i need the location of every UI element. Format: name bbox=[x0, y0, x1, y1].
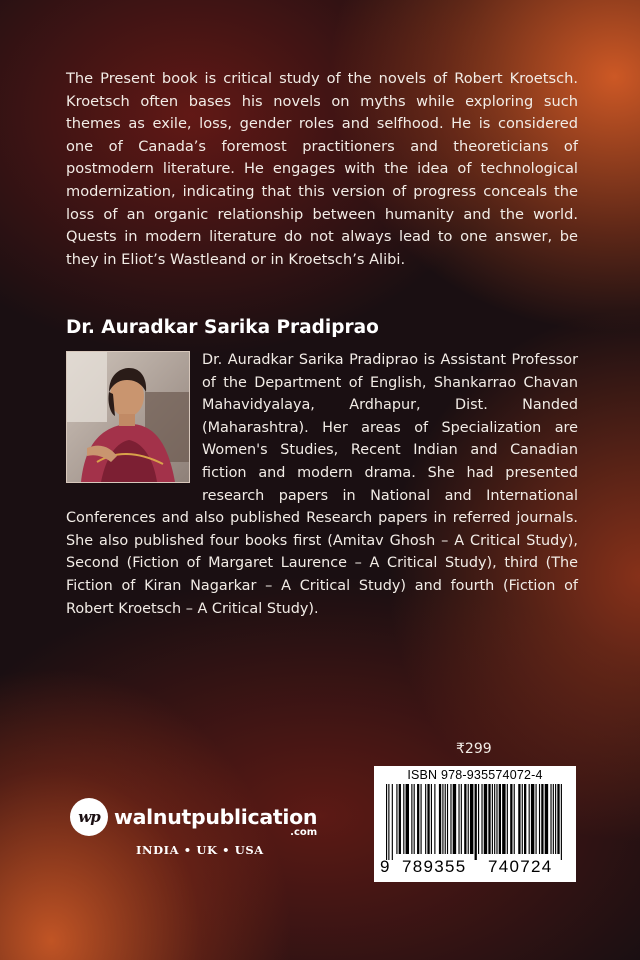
barcode-bar bbox=[464, 784, 466, 854]
barcode-bar bbox=[492, 784, 493, 854]
barcode-bar bbox=[557, 784, 559, 854]
barcode-bar bbox=[468, 784, 469, 854]
barcode-digits bbox=[374, 857, 576, 881]
barcode-bar bbox=[514, 784, 515, 854]
barcode-bar bbox=[555, 784, 556, 854]
isbn-barcode bbox=[374, 766, 576, 882]
barcode-bar bbox=[522, 784, 523, 854]
price-label: ₹299 bbox=[456, 741, 492, 757]
barcode-bar bbox=[414, 784, 415, 854]
barcode-bar bbox=[417, 784, 419, 854]
barcode-bar bbox=[484, 784, 487, 854]
barcode-bars bbox=[382, 784, 568, 860]
barcode-bar bbox=[458, 784, 459, 854]
author-photo bbox=[66, 351, 190, 483]
barcode-bar bbox=[518, 784, 520, 854]
publisher-logo bbox=[70, 798, 317, 836]
barcode-bar bbox=[406, 784, 409, 854]
publisher-name: walnutpublication bbox=[114, 805, 318, 829]
barcode-bar bbox=[396, 784, 397, 854]
barcode-bar bbox=[553, 784, 554, 854]
barcode-bar bbox=[470, 784, 473, 854]
barcode-bar bbox=[411, 784, 412, 854]
barcode-bar bbox=[453, 784, 456, 854]
barcode-bar bbox=[502, 784, 505, 854]
barcode-bar bbox=[550, 784, 551, 854]
isbn-label: ISBN 978-935574072-4 bbox=[407, 768, 543, 782]
barcode-bar bbox=[488, 784, 490, 854]
barcode-bar bbox=[388, 784, 389, 860]
barcode-bar bbox=[481, 784, 482, 854]
publisher-countries: INDIA • UK • USA bbox=[136, 843, 264, 857]
barcode-bar bbox=[541, 784, 543, 854]
barcode-bar bbox=[531, 784, 534, 854]
barcode-bar bbox=[524, 784, 526, 854]
barcode-bar bbox=[403, 784, 404, 854]
barcode-bar bbox=[434, 784, 435, 854]
author-bio-text: Dr. Auradkar Sarika Pradiprao is Assistant Professor of the Department of English, Shankarrao Chavan Mahavidyalaya, Ardhapur, Dist. Nanded (Maharashtra). Her areas of Specialization are Women's Studies, Recent Indian and Canadian fiction and modern drama. She had presented research papers in National and International Conferences and also published Research papers in referred journals. She also published four books first (Amitav Ghosh – A Critical Study), Second (Fiction of Margaret Laurence – A Critical Study), third (The Fiction of Kiran Nagarkar – A Critical Study) and fourth (Fiction of Robert Kroetsch – A Critical Study). bbox=[66, 352, 578, 617]
barcode-bar bbox=[425, 784, 426, 854]
book-blurb: The Present book is critical study of the novels of Robert Kroetsch. Kroetsch often bases his novels on myths while exploring such themes as exile, loss, gender roles and selfhood. He is considered one of Canada’s foremost practitioners and theoreticians of postmodern literature. He engages with the idea of technological modernization, indicating that this version of progress conceals the loss of an organic relationship between humanity and the world. Quests in modern literature do not always lead to one answer, be they in Eliot’s Wastleand or in Kroetsch’s Alibi. bbox=[66, 70, 578, 268]
barcode-bar bbox=[461, 784, 462, 854]
barcode-digits-right: 740724 bbox=[488, 857, 553, 876]
barcode-bar bbox=[496, 784, 497, 854]
publisher-logo-icon: wp bbox=[70, 798, 108, 836]
barcode-bar bbox=[529, 784, 530, 854]
barcode-bar bbox=[510, 784, 512, 854]
barcode-bar bbox=[561, 784, 562, 860]
barcode-bar bbox=[445, 784, 446, 854]
author-name-heading: Dr. Auradkar Sarika Pradiprao bbox=[66, 317, 379, 338]
barcode-bar bbox=[427, 784, 429, 854]
barcode-bar bbox=[478, 784, 479, 854]
barcode-bar bbox=[545, 784, 548, 854]
barcode-bar bbox=[399, 784, 401, 854]
barcode-bar bbox=[386, 784, 387, 860]
barcode-bar bbox=[442, 784, 443, 854]
barcode-bar bbox=[536, 784, 537, 854]
barcode-digits-left: 789355 bbox=[402, 857, 467, 876]
barcode-bar bbox=[494, 784, 495, 854]
barcode-bar bbox=[447, 784, 448, 854]
publisher-domain: .com bbox=[290, 827, 318, 838]
barcode-bar bbox=[539, 784, 540, 854]
barcode-digit-first: 9 bbox=[380, 857, 390, 876]
author-bio bbox=[66, 349, 578, 620]
barcode-bar bbox=[421, 784, 422, 854]
barcode-bar bbox=[450, 784, 451, 854]
barcode-bar bbox=[431, 784, 432, 854]
barcode-bar bbox=[507, 784, 508, 854]
barcode-bar bbox=[392, 784, 393, 860]
barcode-bar bbox=[439, 784, 441, 854]
barcode-bar bbox=[499, 784, 501, 854]
barcode-bar bbox=[475, 784, 477, 860]
